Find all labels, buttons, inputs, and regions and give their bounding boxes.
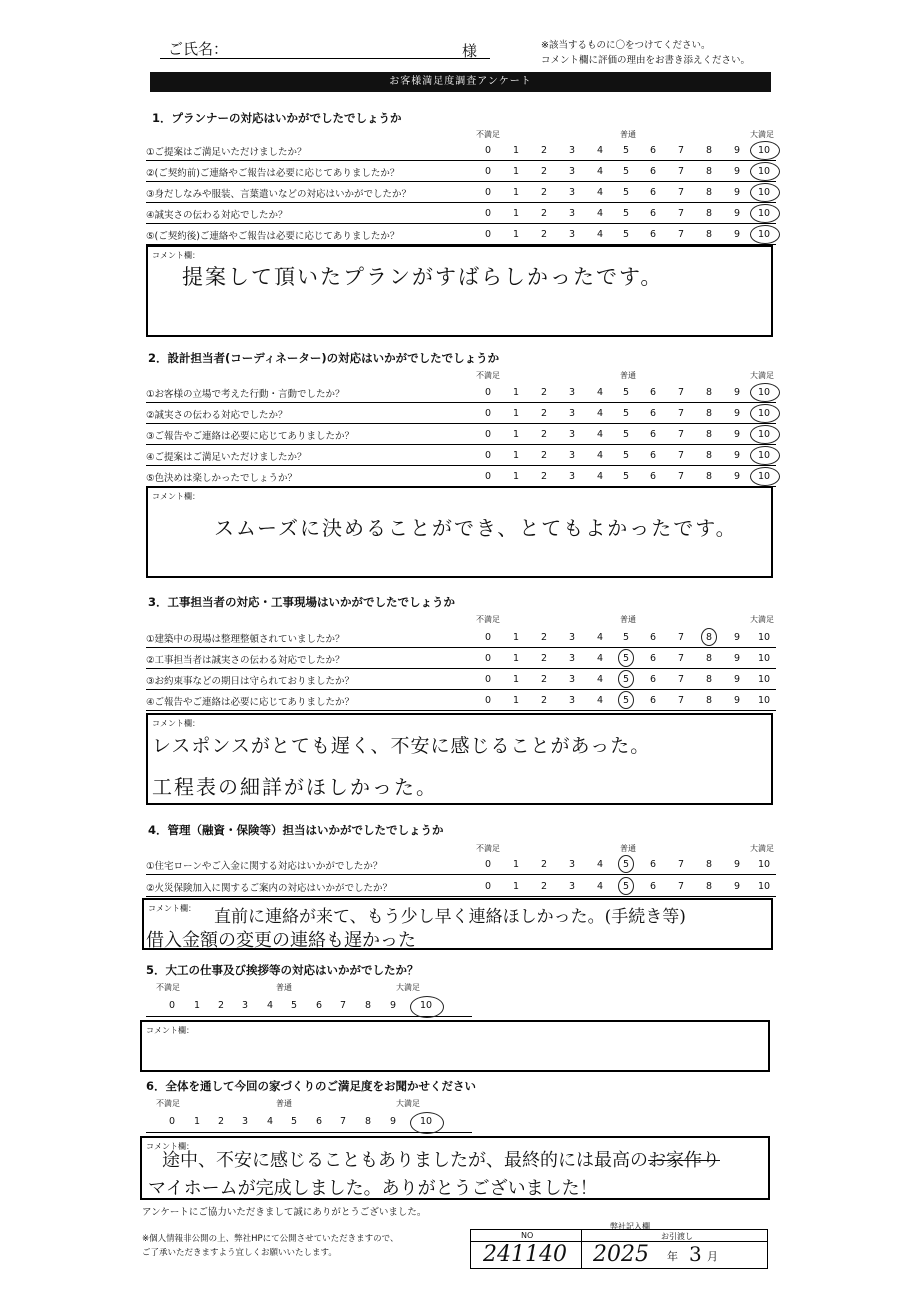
section-6-comment-line-1-text: 途中、不安に感じることもありましたが、最終的には最高の [162,1150,648,1171]
rating-number: 4 [596,187,604,198]
rating-number: 1 [512,208,520,219]
rating-number: 2 [217,1000,225,1011]
selected-rating-circle [750,162,780,181]
scale-low-label: 不満足 [476,371,500,380]
rating-number: 6 [649,229,657,240]
rating-number: 3 [568,229,576,240]
rating-number: 3 [568,653,576,664]
rating-number: 9 [733,387,741,398]
rating-number: 4 [266,1000,274,1011]
rating-number: 0 [484,881,492,892]
rating-number: 7 [677,208,685,219]
selected-rating-circle [701,628,717,646]
rating-number: 3 [568,166,576,177]
rating-number: 2 [540,632,548,643]
rating-number: 9 [733,208,741,219]
rating-number: 10 [757,145,771,156]
rating-number: 4 [596,881,604,892]
rating-number: 4 [596,695,604,706]
scale-mid-label: 普通 [620,130,636,139]
rating-number: 0 [484,408,492,419]
rating-number: 1 [512,408,520,419]
scale-high-label: 大満足 [396,1099,420,1108]
rating-number: 3 [568,208,576,219]
rating-number: 10 [757,229,771,240]
rating-number: 1 [512,187,520,198]
rating-number: 7 [677,145,685,156]
privacy-note-1: ※個人情報非公開の上、弊社HPにて公開させていただきますので、 [142,1234,399,1244]
scale-mid-label: 普通 [620,371,636,380]
rating-number: 0 [168,1000,176,1011]
rating-number: 10 [757,429,771,440]
rating-number: 6 [315,1000,323,1011]
rating-number: 2 [540,859,548,870]
rating-number: 4 [596,208,604,219]
rating-number: 2 [217,1116,225,1127]
rating-number: 9 [733,166,741,177]
rating-number: 8 [364,1000,372,1011]
selected-rating-circle [618,691,634,709]
rating-number: 5 [622,653,630,664]
rating-number: 9 [389,1116,397,1127]
rating-number: 5 [622,674,630,685]
rating-number: 7 [677,881,685,892]
rating-number: 2 [540,471,548,482]
rating-number: 9 [733,859,741,870]
rating-number: 7 [677,653,685,664]
section-2-comment-box [146,486,773,578]
section-2-title: 2．設計担当者(コーディネーター)の対応はいかがでしたでしょうか [148,351,500,365]
rating-number: 3 [568,145,576,156]
rating-number: 9 [733,450,741,461]
rating-number: 0 [484,208,492,219]
question-text: ①お客様の立場で考えた行動・言動でしたか？ [146,389,345,400]
scale-mid-label: 普通 [276,983,292,992]
rating-number: 1 [512,387,520,398]
rating-number: 2 [540,429,548,440]
rating-number: 8 [705,450,713,461]
rating-number: 0 [484,145,492,156]
selected-rating-circle [750,204,780,223]
rating-number: 7 [677,166,685,177]
rating-number: 5 [622,229,630,240]
rating-number: 0 [484,387,492,398]
rating-number: 0 [484,229,492,240]
rating-number: 3 [568,387,576,398]
comment-label: コメント欄： [152,251,200,260]
rating-number: 10 [757,632,771,643]
rating-number: 9 [733,187,741,198]
section-6-comment-box [140,1136,770,1200]
rating-number: 8 [705,145,713,156]
rating-number: 2 [540,166,548,177]
rating-number: 0 [168,1116,176,1127]
section-6-struck-text: お家作り [648,1150,720,1171]
rating-number: 3 [568,695,576,706]
question-text: ④ご提案はご満足いただけましたか？ [146,452,307,463]
rating-number: 5 [290,1000,298,1011]
rating-number: 6 [649,881,657,892]
rating-number: 7 [677,229,685,240]
section-3-comment-box [146,713,773,805]
rating-number: 3 [568,450,576,461]
question-text: ⑤(ご契約後)ご連絡やご報告は必要に応じてありましたか？ [146,231,400,242]
question-underline [146,710,776,711]
rating-number: 3 [241,1116,249,1127]
section-1-comment-box [146,245,773,337]
rating-number: 7 [677,387,685,398]
rating-number: 4 [596,145,604,156]
rating-number: 3 [241,1000,249,1011]
name-underline [160,58,490,59]
selected-rating-circle [618,877,634,895]
scale-low-label: 不満足 [476,844,500,853]
question-text: ②工事担当者は誠実さの伝わる対応でしたか？ [146,655,345,666]
month-value: 3 [689,1242,702,1266]
rating-number: 9 [389,1000,397,1011]
rating-number: 5 [622,429,630,440]
selected-rating-circle [750,141,780,160]
rating-number: 10 [757,695,771,706]
office-title: 弊社記入欄 [610,1222,650,1231]
rating-number: 8 [705,429,713,440]
question-text: ③ご報告やご連絡は必要に応じてありましたか？ [146,431,355,442]
rating-number: 10 [757,408,771,419]
rating-number: 6 [649,187,657,198]
rating-number: 7 [677,429,685,440]
rating-number: 6 [649,450,657,461]
section-4-comment-box [142,898,773,950]
rating-number: 2 [540,229,548,240]
question-text: ③身だしなみや服装、言葉遣いなどの対応はいかがでしたか？ [146,189,412,200]
question-text: ④誠実さの伝わる対応でしたか？ [146,210,288,221]
rating-number: 6 [649,166,657,177]
rating-number: 4 [596,632,604,643]
scale-high-label: 大満足 [750,615,774,624]
scale-high-label: 大満足 [750,844,774,853]
question-text: ②火災保険加入に関するご案内の対応はいかがでしたか？ [146,883,393,894]
rating-number: 4 [596,450,604,461]
rating-number: 3 [568,429,576,440]
rating-number: 1 [512,229,520,240]
rating-number: 5 [622,187,630,198]
question-underline [146,896,776,897]
rating-number: 5 [622,145,630,156]
selected-rating-circle [618,670,634,688]
thanks-text: アンケートにご協力いただきまして誠にありがとうございました。 [142,1207,427,1218]
rating-number: 0 [484,859,492,870]
question-underline [146,874,776,875]
comment-label: コメント欄： [152,492,200,501]
rating-number: 2 [540,208,548,219]
rating-number: 8 [705,187,713,198]
scale-high-label: 大満足 [396,983,420,992]
section-2-comment-line: スムーズに決めることができ、とてもよかったです。 [214,516,738,540]
rating-number: 0 [484,187,492,198]
rating-number: 9 [733,674,741,685]
rating-number: 5 [622,450,630,461]
selected-rating-circle [750,404,780,423]
selected-rating-circle [750,467,780,486]
rating-number: 0 [484,471,492,482]
rating-number: 1 [512,695,520,706]
question-text: ①住宅ローンやご入金に関する対応はいかがでしたか？ [146,861,383,872]
rating-number: 5 [622,408,630,419]
rating-number: 7 [339,1116,347,1127]
rating-number: 2 [540,881,548,892]
office-box [470,1229,768,1269]
rating-number: 5 [622,859,630,870]
rating-number: 7 [677,674,685,685]
rating-number: 4 [596,408,604,419]
survey-banner: お客様満足度調査アンケート [150,72,771,92]
rating-number: 6 [649,632,657,643]
rating-number: 2 [540,653,548,664]
scale-low-label: 不満足 [156,983,180,992]
rating-number: 4 [596,859,604,870]
rating-number: 7 [677,471,685,482]
rating-number: 2 [540,187,548,198]
rating-number: 3 [568,408,576,419]
rating-number: 10 [757,859,771,870]
rating-number: 6 [649,653,657,664]
scale-mid-label: 普通 [620,844,636,853]
selected-rating-circle [750,383,780,402]
scale-mid-label: 普通 [620,615,636,624]
rating-number: 8 [705,674,713,685]
section-5-title: 5．大工の仕事及び挨拶等の対応はいかがでしたか？ [146,963,419,977]
rating-number: 3 [568,471,576,482]
rating-number: 7 [339,1000,347,1011]
instruction-note-2: コメント欄に評価の理由をお書き添えください。 [541,55,751,66]
rating-number: 0 [484,695,492,706]
rating-number: 2 [540,695,548,706]
section-5-comment-box [140,1020,770,1072]
rating-number: 6 [649,429,657,440]
rating-number: 8 [705,208,713,219]
rating-number: 9 [733,632,741,643]
rating-number: 1 [512,145,520,156]
rating-number: 7 [677,859,685,870]
rating-number: 10 [757,881,771,892]
rating-number: 7 [677,632,685,643]
rating-number: 4 [596,674,604,685]
rating-number: 10 [757,674,771,685]
rating-number: 1 [512,450,520,461]
rating-number: 5 [622,881,630,892]
rating-number: 0 [484,653,492,664]
rating-number: 5 [622,632,630,643]
rating-number: 8 [705,166,713,177]
rating-number: 10 [757,208,771,219]
rating-number: 4 [596,166,604,177]
rating-number: 1 [193,1000,201,1011]
rating-number: 10 [419,1116,433,1127]
month-label: 月 [707,1250,718,1263]
rating-number: 10 [757,653,771,664]
no-label: NO [521,1231,534,1240]
year-label: 年 [667,1250,678,1263]
rating-number: 6 [649,859,657,870]
rating-number: 0 [484,166,492,177]
rating-number: 7 [677,187,685,198]
selected-rating-circle [618,855,634,873]
rating-number: 0 [484,632,492,643]
rating-number: 4 [596,429,604,440]
selected-rating-circle [750,425,780,444]
rating-number: 5 [622,695,630,706]
question-text: ⑤色決めは楽しかったでしょうか？ [146,473,298,484]
rating-number: 1 [512,881,520,892]
rating-number: 2 [540,450,548,461]
rating-number: 0 [484,674,492,685]
rating-number: 4 [596,229,604,240]
rating-number: 1 [512,471,520,482]
selected-rating-circle [750,446,780,465]
scale-low-label: 不満足 [476,615,500,624]
section-6-comment-line-2: マイホームが完成しました。ありがとうございました！ [148,1178,598,1199]
rating-number: 3 [568,674,576,685]
rating-number: 6 [649,145,657,156]
rating-number: 2 [540,145,548,156]
rating-number: 10 [757,166,771,177]
rating-number: 9 [733,881,741,892]
rating-number: 4 [596,471,604,482]
section-4-comment-line-1: 直前に連絡が来て、もう少し早く連絡ほしかった。(手続き等) [214,907,686,927]
rating-number: 5 [622,208,630,219]
year-value: 2025 [593,1242,649,1267]
rating-number: 9 [733,229,741,240]
question-text: ②誠実さの伝わる対応でしたか？ [146,410,288,421]
rating-number: 1 [512,632,520,643]
section-1-title: 1．プランナーの対応はいかがでしたでしょうか [152,111,402,125]
rating-number: 2 [540,408,548,419]
rating-number: 3 [568,859,576,870]
rating-number: 5 [622,387,630,398]
scale-high-label: 大満足 [750,371,774,380]
rating-number: 8 [705,859,713,870]
rating-number: 8 [705,408,713,419]
rating-number: 1 [512,166,520,177]
comment-label: コメント欄： [152,719,200,728]
scale-high-label: 大満足 [750,130,774,139]
rating-number: 4 [596,653,604,664]
question-text: ①建築中の現場は整理整頓されていましたか？ [146,634,345,645]
scale-low-label: 不満足 [156,1099,180,1108]
rating-number: 0 [484,450,492,461]
section-4-title: 4．管理（融資・保険等）担当はいかがでしたでしょうか [148,823,444,837]
section-6-comment-line-1 [162,1146,720,1172]
delivery-label: お引渡し [661,1232,693,1241]
rating-number: 9 [733,145,741,156]
rating-number: 10 [419,1000,433,1011]
rating-number: 6 [649,408,657,419]
rating-number: 8 [705,387,713,398]
section-3-title: 3．工事担当者の対応・工事現場はいかがでしたでしょうか [148,595,455,609]
rating-number: 7 [677,408,685,419]
rating-number: 8 [705,653,713,664]
rating-number: 2 [540,674,548,685]
rating-number: 3 [568,632,576,643]
rating-number: 1 [512,653,520,664]
rating-number: 5 [290,1116,298,1127]
rating-number: 1 [512,859,520,870]
selected-rating-circle [750,183,780,202]
rating-number: 8 [705,695,713,706]
rating-number: 1 [193,1116,201,1127]
rating-number: 3 [568,187,576,198]
rating-number: 6 [649,674,657,685]
rating-number: 6 [649,695,657,706]
selected-rating-circle [750,225,780,244]
rating-number: 10 [757,471,771,482]
rating-number: 8 [705,632,713,643]
rating-number: 9 [733,653,741,664]
rating-number: 6 [649,387,657,398]
comment-label: コメント欄： [146,1026,194,1035]
rating-number: 3 [568,881,576,892]
section-3-comment-line-2: 工程表の細詳がほしかった。 [152,775,438,799]
question-text: ①ご提案はご満足いただけましたか？ [146,147,307,158]
scale-low-label: 不満足 [476,130,500,139]
section-3-comment-line-1: レスポンスがとても遅く、不安に感じることがあった。 [152,735,651,757]
rating-number: 8 [364,1116,372,1127]
rating-number: 4 [596,387,604,398]
rating-number: 9 [733,429,741,440]
selected-rating-circle [410,996,444,1018]
rating-number: 10 [757,187,771,198]
rating-number: 8 [705,881,713,892]
question-text: ③お約束事などの期日は守られておりましたか？ [146,676,355,687]
selected-rating-circle [618,649,634,667]
sama-label: 様 [462,42,478,60]
name-label: ご氏名： [168,40,229,58]
rating-number: 8 [705,471,713,482]
section-4-comment-line-2: 借入金額の変更の連絡も遅かった [146,930,416,951]
rating-number: 9 [733,408,741,419]
rating-number: 2 [540,387,548,398]
rating-number: 9 [733,471,741,482]
rating-number: 7 [677,695,685,706]
instruction-note-1: ※該当するものに〇をつけてください。 [541,40,711,51]
rating-number: 5 [622,471,630,482]
rating-number: 6 [315,1116,323,1127]
comment-label: コメント欄： [146,1142,194,1151]
rating-number: 6 [649,208,657,219]
question-text: ④ご報告やご連絡は必要に応じてありましたか？ [146,697,355,708]
rating-number: 7 [677,450,685,461]
rating-number: 5 [622,166,630,177]
privacy-note-2: ご了承いただきますよう宜しくお願いいたします。 [142,1248,337,1258]
question-text: ②(ご契約前)ご連絡やご報告は必要に応じてありましたか？ [146,168,400,179]
rating-number: 1 [512,674,520,685]
no-value: 241140 [483,1242,567,1267]
rating-number: 0 [484,429,492,440]
rating-number: 8 [705,229,713,240]
rating-number: 4 [266,1116,274,1127]
scale-mid-label: 普通 [276,1099,292,1108]
selected-rating-circle [410,1112,444,1134]
comment-label: コメント欄： [148,904,196,913]
rating-number: 6 [649,471,657,482]
rating-number: 1 [512,429,520,440]
section-6-title: 6．全体を通して今回の家づくりのご満足度をお聞かせください [146,1079,476,1093]
rating-number: 9 [733,695,741,706]
rating-number: 10 [757,387,771,398]
rating-number: 10 [757,450,771,461]
section-1-comment-line: 提案して頂いたプランがすばらしかったです。 [182,265,664,289]
